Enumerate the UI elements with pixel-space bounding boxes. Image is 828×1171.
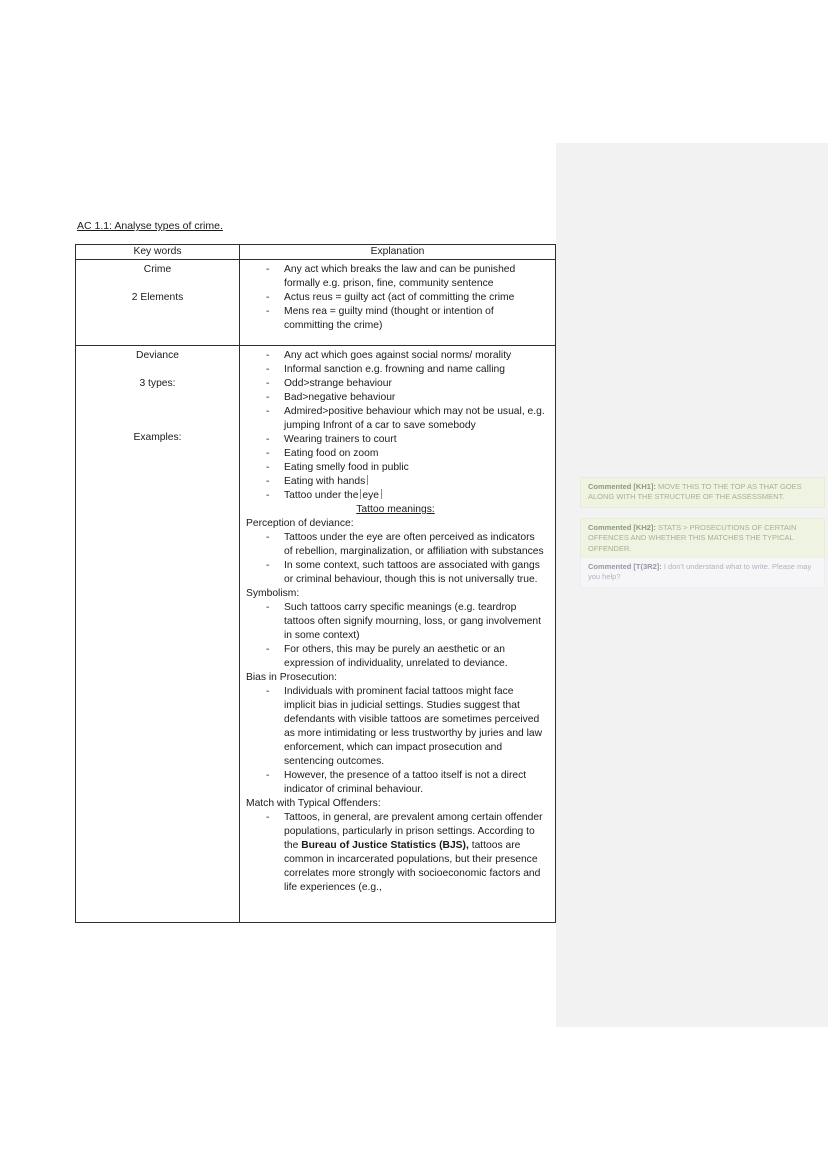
bullet-item (246, 405, 545, 433)
bullet-dash: - (266, 462, 270, 473)
bullet-text: However, the presence of a tattoo itself is not a direct indicator of criminal behaviour. (284, 770, 527, 795)
crime-keywords-table (75, 244, 556, 923)
table-header-row (76, 245, 556, 260)
selected-word: eye (362, 490, 380, 501)
bullet-item (246, 643, 545, 671)
bullet-dash: - (266, 292, 270, 303)
bullet-dash: - (266, 602, 270, 613)
bullet-item (246, 447, 545, 461)
bullet-text: Admired>positive behaviour which may not be usual, e.g. jumping Infront of a car to save somebody (284, 406, 545, 431)
bullet-item (246, 489, 545, 503)
bullet-dash: - (266, 476, 270, 487)
bullet-text: Any act which breaks the law and can be punished formally e.g. prison, fine, community sentence (284, 264, 516, 289)
bold-text-bjs: Bureau of Justice Statistics (BJS), (301, 840, 469, 851)
section-label-symbolism: Symbolism: (246, 588, 300, 599)
section-label-match-typical-offenders: Match with Typical Offenders: (246, 798, 381, 809)
bullet-dash: - (266, 770, 270, 781)
bullet-dash: - (266, 490, 270, 501)
bullet-item (246, 461, 545, 475)
bullet-text: Such tattoos carry specific meanings (e.g. teardrop tattoos often signify mourning, loss, or gang involvement in some context) (284, 602, 541, 641)
bullet-item (246, 391, 545, 405)
bullet-item (246, 475, 545, 489)
table-row-deviance (76, 346, 556, 923)
bullet-text: In some context, such tattoos are associated with gangs or criminal behaviour, though this is not universally true. (284, 560, 540, 585)
comment-text: I don't understand what to write. Please may you help? (588, 562, 812, 582)
bullet-item (246, 601, 545, 643)
text-cursor (367, 475, 368, 485)
explanation-cell-deviance[interactable] (240, 346, 556, 923)
bullet-text: Mens rea = guilty mind (thought or intention of committing the crime) (284, 306, 494, 331)
bullet-dash: - (266, 560, 270, 571)
bullet-text: Individuals with prominent facial tattoos might face implicit bias in judicial settings. Studies suggest that defendants with visible tattoos are sometimes perceived as more intimidating or less trustworthy by juries and law enforcement, which can impact prosecution and sentencing outcomes. (284, 686, 543, 767)
document-title: AC 1.1: Analyse types of crime. (77, 220, 223, 232)
bullet-dash: - (266, 812, 270, 823)
text-cursor (360, 489, 361, 499)
keyword-deviance: Deviance (136, 350, 179, 361)
comment-card-kh1[interactable] (580, 477, 825, 508)
text-cursor (381, 489, 382, 499)
bullet-text: Informal sanction e.g. frowning and name calling (284, 364, 505, 375)
keyword-3-types: 3 types: (139, 378, 176, 389)
keyword-2-elements: 2 Elements (131, 292, 184, 303)
bullet-text: Any act which goes against social norms/ morality (284, 350, 512, 361)
comment-author-label: Commented [KH1]: (588, 482, 656, 491)
comment-author-label: Commented [KH2]: (588, 523, 656, 532)
section-label-perception: Perception of deviance: (246, 518, 354, 529)
bullet-text: Wearing trainers to court (284, 434, 397, 445)
bullet-dash: - (266, 378, 270, 389)
bullet-item (246, 433, 545, 447)
bullet-text: Eating smelly food in public (284, 462, 409, 473)
bullet-item (246, 263, 545, 291)
table-row-crime (76, 260, 556, 346)
keywords-cell-crime[interactable] (76, 260, 240, 346)
bullet-dash: - (266, 532, 270, 543)
bullet-dash: - (266, 350, 270, 361)
bullet-text-segment: Tattoos, in general, are prevalent among certain offender populations, particularly in prison settings. According to the (284, 812, 543, 851)
keyword-examples: Examples: (133, 432, 182, 443)
bullet-text: Bad>negative behaviour (284, 392, 396, 403)
header-key-words: Key words (76, 245, 240, 260)
bullet-dash: - (266, 434, 270, 445)
comment-card-kh2[interactable] (580, 518, 825, 559)
bullet-item (246, 291, 545, 305)
section-label-bias-in-prosecution: Bias in Prosecution: (246, 672, 338, 683)
bullet-dash: - (266, 448, 270, 459)
bullet-item (246, 305, 545, 333)
bullet-text: For others, this may be purely an aesthetic or an expression of individuality, unrelated to deviance. (284, 644, 508, 669)
bullet-dash: - (266, 644, 270, 655)
keyword-crime: Crime (143, 264, 172, 275)
bullet-dash: - (266, 406, 270, 417)
markup-area (556, 143, 828, 1027)
bullet-item (246, 363, 545, 377)
keywords-cell-deviance[interactable] (76, 346, 240, 923)
bullet-dash: - (266, 364, 270, 375)
bullet-text: Tattoos under the eye are often perceived as indicators of rebellion, marginalization, or affiliation with substances (284, 532, 544, 557)
bullet-item (246, 349, 545, 363)
bullet-text-segment: Tattoo under the (284, 490, 359, 501)
bullet-dash: - (266, 686, 270, 697)
bullet-text: Eating food on zoom (284, 448, 379, 459)
bullet-item (246, 559, 545, 587)
bullet-dash: - (266, 264, 270, 275)
explanation-cell-crime[interactable] (240, 260, 556, 346)
bullet-dash: - (266, 392, 270, 403)
bullet-item (246, 811, 545, 895)
comment-text: MOVE THIS TO THE TOP AS THAT GOES ALONG WITH THE STRUCTURE OF THE ASSESSMENT. (588, 482, 802, 502)
bullet-text: Actus reus = guilty act (act of committing the crime (284, 292, 515, 303)
bullet-text (284, 489, 545, 503)
section-heading-tattoo-meanings: Tattoo meanings: (356, 504, 435, 515)
bullet-text: Odd>strange behaviour (284, 378, 392, 389)
bullet-item (246, 685, 545, 769)
comment-card-t3r2[interactable] (580, 557, 825, 588)
bullet-text (284, 475, 545, 489)
comment-text: STATS > PROSECUTIONS OF CERTAIN OFFENCES AND WHETHER THIS MATCHES THE TYPICAL OFFENDER. (588, 523, 797, 553)
bullet-item (246, 377, 545, 391)
header-explanation: Explanation (240, 245, 556, 260)
bullet-dash: - (266, 306, 270, 317)
bullet-item (246, 769, 545, 797)
bullet-text (284, 811, 545, 895)
bullet-text-segment: Eating with hands (284, 476, 366, 487)
bullet-item (246, 531, 545, 559)
bullet-text-segment: tattoos are common in incarcerated populations, but their presence correlates more strongly with socioeconomic factors and life experiences (e.g., (284, 840, 541, 893)
comment-author-label: Commented [T(3R2]: (588, 562, 662, 571)
